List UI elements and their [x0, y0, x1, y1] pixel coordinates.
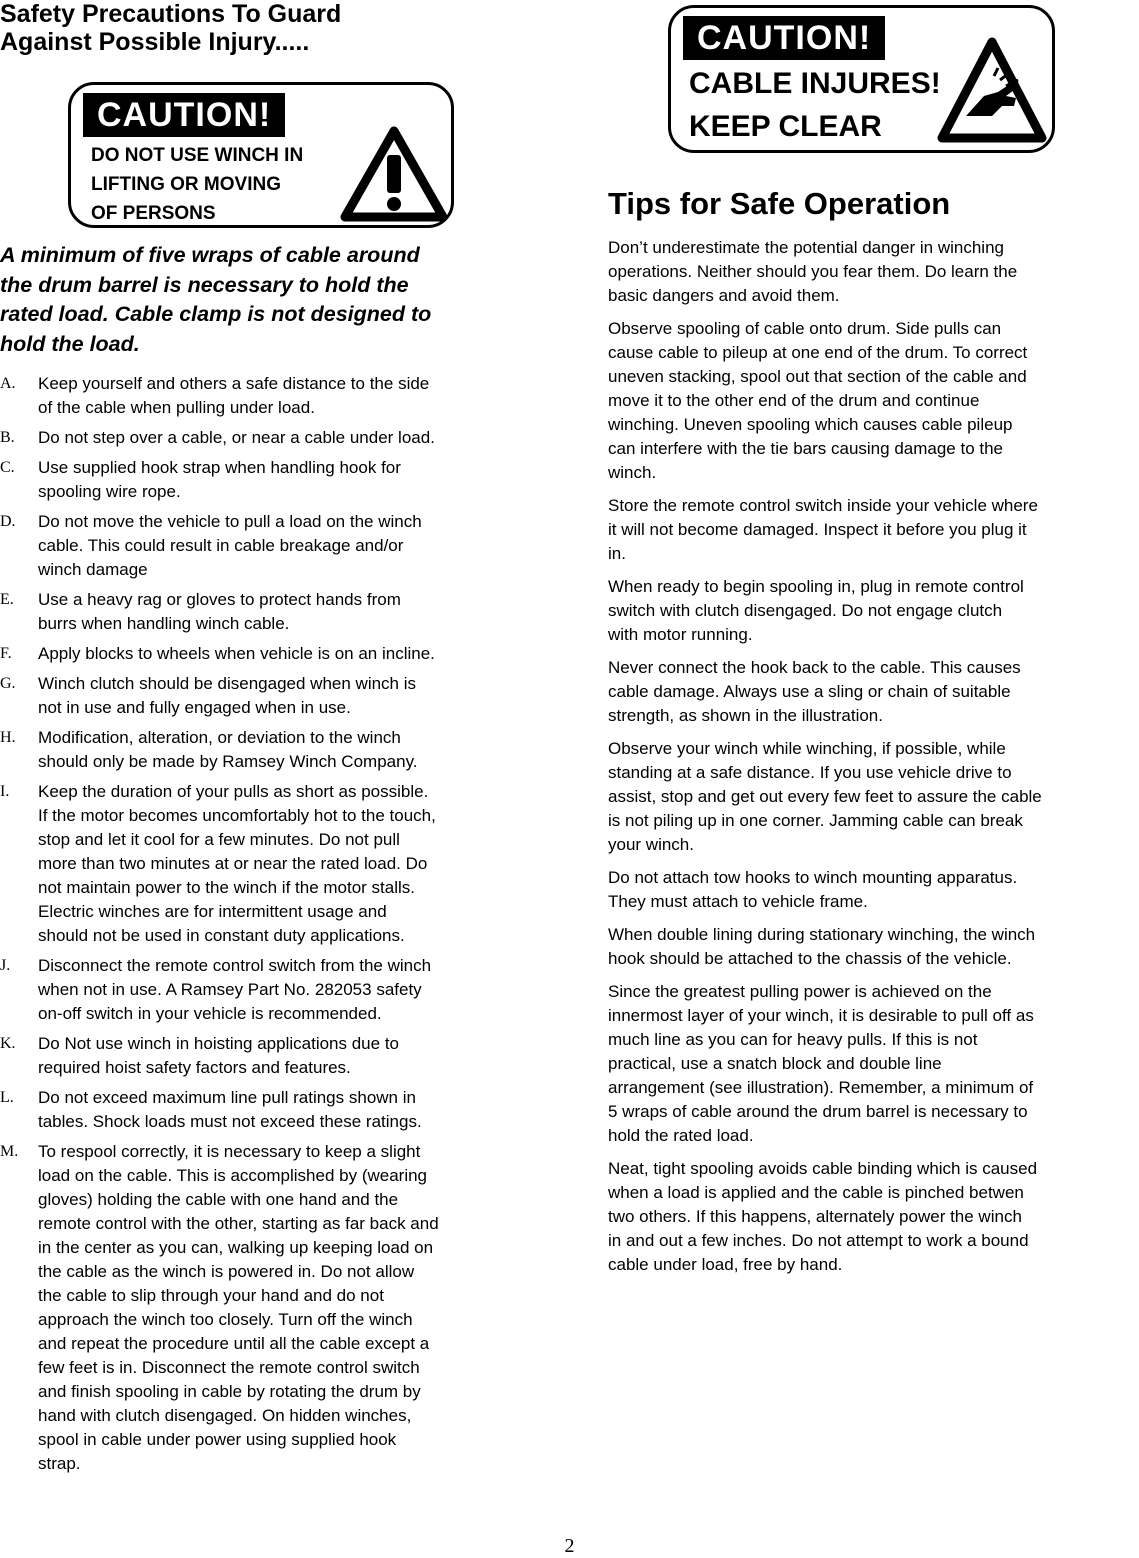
- precaution-line: few feet is in. Disconnect the remote control switch: [38, 1358, 420, 1377]
- caution-sign-lifting: [68, 82, 454, 228]
- tip-line: innermost layer of your winch, it is desirable to pull off as: [608, 1006, 1034, 1025]
- tip-line: hold the rated load.: [608, 1126, 754, 1145]
- lead-line: the drum barrel is necessary to hold the: [0, 272, 409, 297]
- precaution-line: the cable to slip through your hand and do not: [38, 1286, 384, 1305]
- sign-line: KEEP CLEAR: [689, 110, 882, 143]
- precaution-line: stop and let it cool for a few minutes. Do not pull: [38, 830, 400, 849]
- precaution-text: [38, 954, 540, 1026]
- precaution-line: should only be made by Ramsey Winch Company.: [38, 752, 418, 771]
- precaution-line: in the center as you can, walking up keeping load on: [38, 1238, 434, 1257]
- precaution-line: Do Not use winch in hoisting applications due to: [38, 1034, 399, 1053]
- tip-line: move it to the other end of the drum and continue: [608, 391, 980, 410]
- precaution-marker: K.: [0, 1035, 16, 1052]
- page-number: 2: [564, 1535, 575, 1557]
- precaution-text: [38, 510, 540, 582]
- precaution-text: [38, 672, 540, 720]
- sign-line: OF PERSONS: [91, 203, 216, 224]
- sign-line: LIFTING OR MOVING: [91, 174, 281, 195]
- precaution-item: [0, 1032, 540, 1080]
- tip-line: switch with clutch disengaged. Do not engage clutch: [608, 601, 1003, 620]
- precaution-text: [38, 426, 540, 450]
- tip-line: When double lining during stationary winching, the winch: [608, 925, 1036, 944]
- tip-line: strength, as shown in the illustration.: [608, 706, 883, 725]
- tip-line: Store the remote control switch inside your vehicle where: [608, 496, 1038, 515]
- tip-line: cable under load, free by hand.: [608, 1255, 843, 1274]
- precaution-marker: I.: [0, 783, 10, 800]
- tip-line: practical, use a snatch block and double line: [608, 1054, 942, 1073]
- precaution-line: Modification, alteration, or deviation to the winch: [38, 728, 401, 747]
- tip-line: can interfere with the tie bars causing damage to the: [608, 439, 1004, 458]
- tip-line: Never connect the hook back to the cable. This causes: [608, 658, 1021, 677]
- tip-line: uneven stacking, spool out that section of the cable and: [608, 367, 1027, 386]
- tips-heading: Tips for Safe Operation: [608, 186, 951, 221]
- sign-line: DO NOT USE WINCH IN: [91, 145, 304, 166]
- precaution-marker: C.: [0, 459, 15, 476]
- tip-line: standing at a safe distance. If you use vehicle drive to: [608, 763, 1012, 782]
- precaution-marker: J.: [0, 957, 11, 974]
- heading-line: Against Possible Injury.....: [0, 28, 310, 56]
- precaution-text: [38, 1086, 540, 1134]
- precaution-marker: E.: [0, 591, 14, 608]
- tip-line: winch.: [608, 463, 657, 482]
- precaution-text: [38, 1140, 540, 1476]
- precaution-line: and repeat the procedure until all the cable except a: [38, 1334, 430, 1353]
- tip-paragraph: [608, 923, 1139, 971]
- precaution-line: Apply blocks to wheels when vehicle is on an incline.: [38, 644, 435, 663]
- precaution-line: remote control with the other, starting as far back and: [38, 1214, 439, 1233]
- tip-line: hook should be attached to the chassis of the vehicle.: [608, 949, 1012, 968]
- precautions-list: [0, 372, 540, 1482]
- precaution-line: and finish spooling in cable by rotating the drum by: [38, 1382, 421, 1401]
- precaution-line: Winch clutch should be disengaged when winch is: [38, 674, 417, 693]
- caution-sign-cable: [668, 5, 1055, 153]
- tip-line: winching. Uneven spooling which causes cable pileup: [608, 415, 1013, 434]
- tip-paragraph: [608, 575, 1139, 647]
- tip-line: with motor running.: [608, 625, 753, 644]
- precaution-line: Electric winches are for intermittent usage and: [38, 902, 387, 921]
- tip-line: much line as you can for heavy pulls. If this is not: [608, 1030, 978, 1049]
- tip-paragraph: [608, 656, 1139, 728]
- precaution-item: [0, 1140, 540, 1476]
- precaution-marker: M.: [0, 1143, 19, 1160]
- precaution-line: If the motor becomes uncomfortably hot to the touch,: [38, 806, 436, 825]
- tip-line: is not piling up in one corner. Jamming cable can break: [608, 811, 1023, 830]
- precaution-line: Use supplied hook strap when handling hook for: [38, 458, 401, 477]
- tip-paragraph: [608, 494, 1139, 566]
- lead-line: rated load. Cable clamp is not designed to: [0, 302, 432, 326]
- warning-triangle-icon: [339, 125, 449, 223]
- precaution-item: [0, 780, 540, 948]
- precaution-text: [38, 1032, 540, 1080]
- precaution-line: Use a heavy rag or gloves to protect hands from: [38, 590, 401, 609]
- precaution-line: cable. This could result in cable breakage and/or: [38, 536, 404, 555]
- tip-line: operations. Neither should you fear them. Do learn the: [608, 262, 1018, 281]
- precaution-marker: D.: [0, 513, 16, 530]
- precaution-item: [0, 456, 540, 504]
- precaution-line: tables. Shock loads must not exceed these ratings.: [38, 1112, 422, 1131]
- precaution-text: [38, 372, 540, 420]
- tip-paragraph: [608, 236, 1139, 308]
- precaution-item: [0, 954, 540, 1026]
- tip-line: arrangement (see illustration). Remember, a minimum of: [608, 1078, 1034, 1097]
- precaution-line: not maintain power to the winch if the motor stalls.: [38, 878, 416, 897]
- precaution-line: when not in use. A Ramsey Part No. 282053 safety: [38, 980, 422, 999]
- precaution-line: of the cable when pulling under load.: [38, 398, 315, 417]
- precaution-line: load on the cable. This is accomplished by (wearing: [38, 1166, 428, 1185]
- precaution-line: Do not step over a cable, or near a cable under load.: [38, 428, 435, 447]
- precaution-line: strap.: [38, 1454, 81, 1473]
- hand-injury-warning-icon: [936, 36, 1048, 146]
- tip-line: Do not attach tow hooks to winch mounting apparatus.: [608, 868, 1018, 887]
- precaution-line: approach the winch too closely. Turn off the winch: [38, 1310, 413, 1329]
- sign-line: CABLE INJURES!: [689, 67, 941, 100]
- tip-line: in.: [608, 544, 626, 563]
- precaution-marker: B.: [0, 429, 15, 446]
- tip-line: when a load is applied and the cable is pinched betwen: [608, 1183, 1024, 1202]
- caution-sign-text: [91, 141, 303, 228]
- precaution-item: [0, 642, 540, 666]
- precaution-line: winch damage: [38, 560, 148, 579]
- tip-line: 5 wraps of cable around the drum barrel is necessary to: [608, 1102, 1028, 1121]
- precaution-marker: A.: [0, 375, 16, 392]
- tip-line: it will not become damaged. Inspect it before you plug it: [608, 520, 1027, 539]
- tip-paragraph: [608, 1157, 1139, 1277]
- lead-line: hold the load.: [0, 331, 140, 356]
- precaution-line: Do not exceed maximum line pull ratings shown in: [38, 1088, 416, 1107]
- precaution-item: [0, 510, 540, 582]
- precaution-item: [0, 672, 540, 720]
- precaution-text: [38, 588, 540, 636]
- precaution-line: not in use and fully engaged when in use.: [38, 698, 351, 717]
- precaution-marker: H.: [0, 729, 16, 746]
- precaution-marker: F.: [0, 645, 12, 662]
- precaution-text: [38, 780, 540, 948]
- precaution-item: [0, 588, 540, 636]
- precaution-item: [0, 1086, 540, 1134]
- lead-line: A minimum of five wraps of cable around: [0, 243, 420, 267]
- precaution-line: burrs when handling winch cable.: [38, 614, 290, 633]
- precaution-line: more than two minutes at or near the rated load. Do: [38, 854, 428, 873]
- precaution-marker: G.: [0, 675, 16, 692]
- precaution-text: [38, 726, 540, 774]
- precaution-line: hand with clutch disengaged. On hidden winches,: [38, 1406, 412, 1425]
- tip-line: Neat, tight spooling avoids cable binding which is caused: [608, 1159, 1038, 1178]
- tip-paragraph: [608, 980, 1139, 1148]
- precaution-text: [38, 456, 540, 504]
- precaution-line: Keep the duration of your pulls as short as possible.: [38, 782, 429, 801]
- tip-line: Observe your winch while winching, if possible, while: [608, 739, 1006, 758]
- precaution-line: spool in cable under power using supplied hook: [38, 1430, 397, 1449]
- tips-section: [608, 236, 1139, 1286]
- tip-line: cause cable to pileup at one end of the drum. To correct: [608, 343, 1028, 362]
- precaution-line: Disconnect the remote control switch from the winch: [38, 956, 432, 975]
- tip-paragraph: [608, 866, 1139, 914]
- caution-label: CAUTION!: [683, 16, 885, 60]
- heading-line: Safety Precautions To Guard: [0, 0, 342, 28]
- precaution-text: [38, 642, 540, 666]
- caution-sign-text: [689, 62, 941, 148]
- precaution-item: [0, 726, 540, 774]
- tip-paragraph: [608, 317, 1139, 485]
- precaution-line: To respool correctly, it is necessary to keep a slight: [38, 1142, 421, 1161]
- tip-line: Since the greatest pulling power is achieved on the: [608, 982, 992, 1001]
- precaution-line: Keep yourself and others a safe distance to the side: [38, 374, 430, 393]
- tip-line: your winch.: [608, 835, 694, 854]
- tip-line: When ready to begin spooling in, plug in remote control: [608, 577, 1024, 596]
- precaution-line: should not be used in constant duty applications.: [38, 926, 405, 945]
- tip-line: Don’t underestimate the potential danger in winching: [608, 238, 1004, 257]
- cable-wraps-warning: [0, 241, 530, 359]
- tip-line: two others. If this happens, alternately power the winch: [608, 1207, 1022, 1226]
- precaution-line: Do not move the vehicle to pull a load on the winch: [38, 512, 422, 531]
- precaution-marker: L.: [0, 1089, 14, 1106]
- tip-line: Observe spooling of cable onto drum. Side pulls can: [608, 319, 1002, 338]
- precaution-item: [0, 426, 540, 450]
- caution-label: CAUTION!: [83, 93, 285, 137]
- tip-line: assist, stop and get out every few feet to assure the cable: [608, 787, 1042, 806]
- tip-line: They must attach to vehicle frame.: [608, 892, 868, 911]
- precaution-line: required hoist safety factors and features.: [38, 1058, 351, 1077]
- tip-line: cable damage. Always use a sling or chain of suitable: [608, 682, 1011, 701]
- tip-paragraph: [608, 737, 1139, 857]
- precaution-line: spooling wire rope.: [38, 482, 181, 501]
- precaution-line: the cable as the winch is powered in. Do not allow: [38, 1262, 415, 1281]
- section-heading: [0, 0, 341, 56]
- tip-line: basic dangers and avoid them.: [608, 286, 840, 305]
- precaution-line: gloves) holding the cable with one hand and the: [38, 1190, 399, 1209]
- precaution-item: [0, 372, 540, 420]
- precaution-line: on-off switch in your vehicle is recommended.: [38, 1004, 382, 1023]
- tip-line: in and out a few inches. Do not attempt to work a bound: [608, 1231, 1029, 1250]
